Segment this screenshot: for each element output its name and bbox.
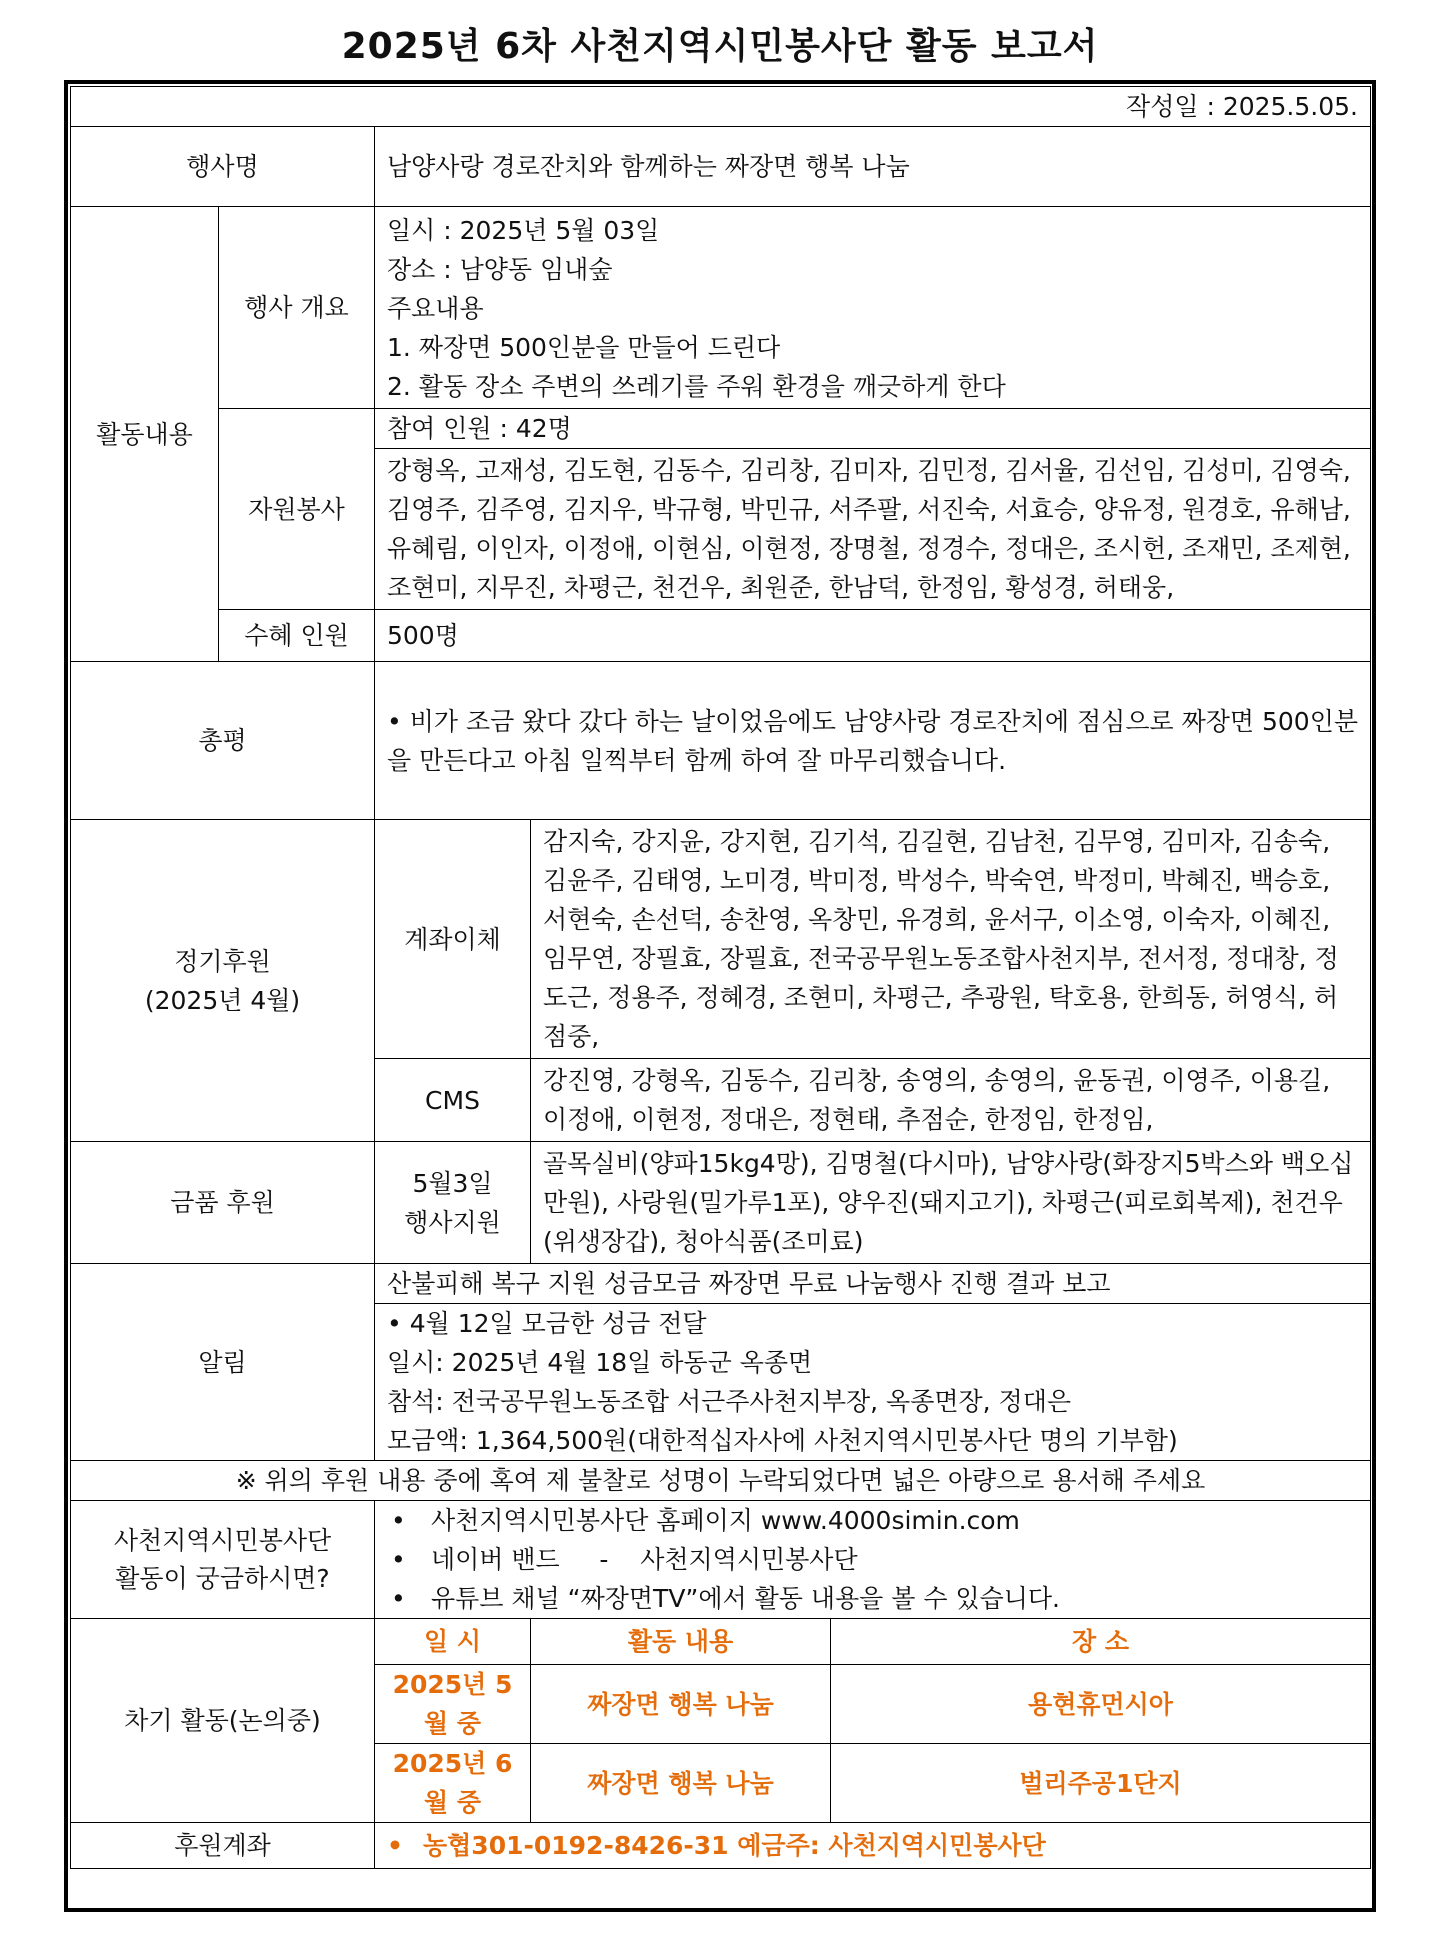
report-table <box>70 86 1371 1869</box>
goods-row <box>71 1142 1371 1264</box>
next-activity: 짜장면 행복 나눔 <box>531 1744 831 1823</box>
overview-content <box>375 207 1371 409</box>
cms-label: CMS <box>375 1059 531 1142</box>
curious-list <box>375 1501 1371 1619</box>
next-date: 2025년 5월 중 <box>375 1665 531 1744</box>
next-place: 용현휴먼시아 <box>831 1665 1371 1744</box>
notice-label: 알림 <box>71 1264 375 1461</box>
bullet-icon: • <box>387 706 402 736</box>
next-header-activity: 활동 내용 <box>531 1619 831 1665</box>
transfer-names: 감지숙, 강지윤, 강지현, 김기석, 김길현, 김남천, 김무영, 김미자, 김송숙, 김윤주, 김태영, 노미경, 박미정, 박성수, 박숙연, 박정미, 박혜진, 백승호, 서현숙, 손선덕, 송찬영, 옥창민, 유경희, 윤서구, 이소영, 이숙자, 이혜진, 임무연, 장필효, 장필효, 전국공무원노동조합사천지부, 전서정, 정대창, 정도근, 정용주, 정혜경, 조현미, 차평근, 추광원, 탁호용, 한희동, 허영식, 허점중, <box>531 820 1371 1059</box>
overview-label: 행사 개요 <box>219 207 375 409</box>
review-label: 총평 <box>71 662 375 820</box>
overview-line: 2. 활동 장소 주변의 쓰레기를 주워 환경을 깨긋하게 한다 <box>387 372 1006 401</box>
overview-line: 장소 : 남양동 임내숲 <box>387 255 613 284</box>
activity-label: 활동내용 <box>71 207 219 662</box>
event-row <box>71 127 1371 207</box>
curious-label <box>71 1501 375 1619</box>
volunteer-names: 강형옥, 고재성, 김도현, 김동수, 김리창, 김미자, 김민정, 김서율, 김선임, 김성미, 김영숙, 김영주, 김주영, 김지우, 박규형, 박민규, 서주팔, 서진숙, 서효승, 양유정, 원경호, 유해남, 유혜림, 이인자, 이정애, 이현심, 이현정, 장명철, 정경수, 정대은, 조시헌, 조재민, 조제현, 조현미, 지무진, 차평근, 천건우, 최원준, 한남덕, 한정임, 황성경, 허태웅, <box>375 449 1371 610</box>
goods-text: 골목실비(양파15kg4망), 김명철(다시마), 남양사랑(화장지5박스와 백오십만원), 사랑원(밀가루1포), 양우진(돼지고기), 차평근(피로회복제), 천건우(위생장갑), 청아식품(조미료) <box>531 1142 1371 1264</box>
volunteer-label: 자원봉사 <box>219 409 375 610</box>
regular-support-label <box>71 820 375 1142</box>
beneficiary-row <box>71 610 1371 662</box>
transfer-row <box>71 820 1371 1059</box>
next-place: 벌리주공1단지 <box>831 1744 1371 1823</box>
event-name: 남양사랑 경로잔치와 함께하는 짜장면 행복 나눔 <box>375 127 1371 207</box>
bullet-icon: • <box>387 1309 410 1338</box>
next-activity: 짜장면 행복 나눔 <box>531 1665 831 1744</box>
date-row <box>71 87 1371 127</box>
account-label: 후원계좌 <box>71 1823 375 1869</box>
account-row <box>71 1823 1371 1869</box>
goods-kind: 행사지원 <box>404 1207 501 1237</box>
regular-support-period: (2025년 4월) <box>144 985 301 1015</box>
participants-row <box>71 409 1371 449</box>
notice-bullet <box>387 1304 1358 1343</box>
curious-label-line: 활동이 궁금하시면? <box>115 1563 330 1593</box>
curious-item-band: • 네이버 밴드 - 사천지역시민봉사단 <box>387 1540 1358 1579</box>
beneficiary-label: 수혜 인원 <box>219 610 375 662</box>
account-number: 농협301-0192-8426-31 예금주: 사천지역시민봉사단 <box>423 1831 1046 1860</box>
next-date: 2025년 6월 중 <box>375 1744 531 1823</box>
notice-line: 일시: 2025년 4월 18일 하동군 옥종면 <box>387 1348 813 1377</box>
transfer-label: 계좌이체 <box>375 820 531 1059</box>
bullet-icon: • <box>387 1831 403 1860</box>
review-content <box>375 662 1371 820</box>
goods-date: 5월3일 <box>412 1168 493 1198</box>
regular-support-title: 정기후원 <box>174 946 271 976</box>
overview-line: 일시 : 2025년 5월 03일 <box>387 216 660 245</box>
account-value <box>375 1823 1371 1869</box>
write-date: 작성일 : 2025.5.05. <box>71 87 1371 127</box>
event-label: 행사명 <box>71 127 375 207</box>
curious-label-line: 사천지역시민봉사단 <box>113 1525 332 1555</box>
review-row <box>71 662 1371 820</box>
apology-text: ※ 위의 후원 내용 중에 혹여 제 불찰로 성명이 누락되었다면 넓은 아량으로 용서해 주세요 <box>71 1461 1371 1501</box>
goods-label: 금품 후원 <box>71 1142 375 1264</box>
notice-line: 참석: 전국공무원노동조합 서근주사천지부장, 옥종면장, 정대은 <box>387 1387 1072 1416</box>
next-label: 차기 활동(논의중) <box>71 1619 375 1823</box>
notice-bullet-text: 4월 12일 모금한 성금 전달 <box>409 1309 707 1338</box>
participants-count: 참여 인원 : 42명 <box>375 409 1371 449</box>
next-header-row <box>71 1619 1371 1665</box>
overview-line: 1. 짜장면 500인분을 만들어 드린다 <box>387 333 781 362</box>
overview-line: 주요내용 <box>387 294 484 323</box>
curious-row <box>71 1501 1371 1619</box>
notice-heading: 산불피해 복구 지원 성금모금 짜장면 무료 나눔행사 진행 결과 보고 <box>375 1264 1371 1304</box>
next-header-date: 일 시 <box>375 1619 531 1665</box>
cms-names: 강진영, 강형옥, 김동수, 김리창, 송영의, 송영의, 윤동권, 이영주, 이용길, 이정애, 이현정, 정대은, 정현태, 추점순, 한정임, 한정임, <box>531 1059 1371 1142</box>
notice-heading-row <box>71 1264 1371 1304</box>
beneficiary-value: 500명 <box>375 610 1371 662</box>
overview-row <box>71 207 1371 409</box>
apology-row <box>71 1461 1371 1501</box>
curious-item-homepage: • 사천지역시민봉사단 홈페이지 www.4000simin.com <box>387 1501 1358 1540</box>
curious-item-youtube: • 유튜브 채널 “짜장면TV”에서 활동 내용을 볼 수 있습니다. <box>387 1579 1358 1618</box>
next-header-place: 장 소 <box>831 1619 1371 1665</box>
notice-body <box>375 1304 1371 1461</box>
page-title: 2025년 6차 사천지역시민봉사단 활동 보고서 <box>341 26 1099 67</box>
notice-line: 모금액: 1,364,500원(대한적십자사에 사천지역시민봉사단 명의 기부함) <box>387 1426 1178 1455</box>
review-text: 비가 조금 왔다 갔다 하는 날이었음에도 남양사랑 경로잔치에 점심으로 짜장면 500인분을 만든다고 아침 일찍부터 함께 하여 잘 마무리했습니다. <box>387 706 1358 775</box>
goods-sub-label <box>375 1142 531 1264</box>
